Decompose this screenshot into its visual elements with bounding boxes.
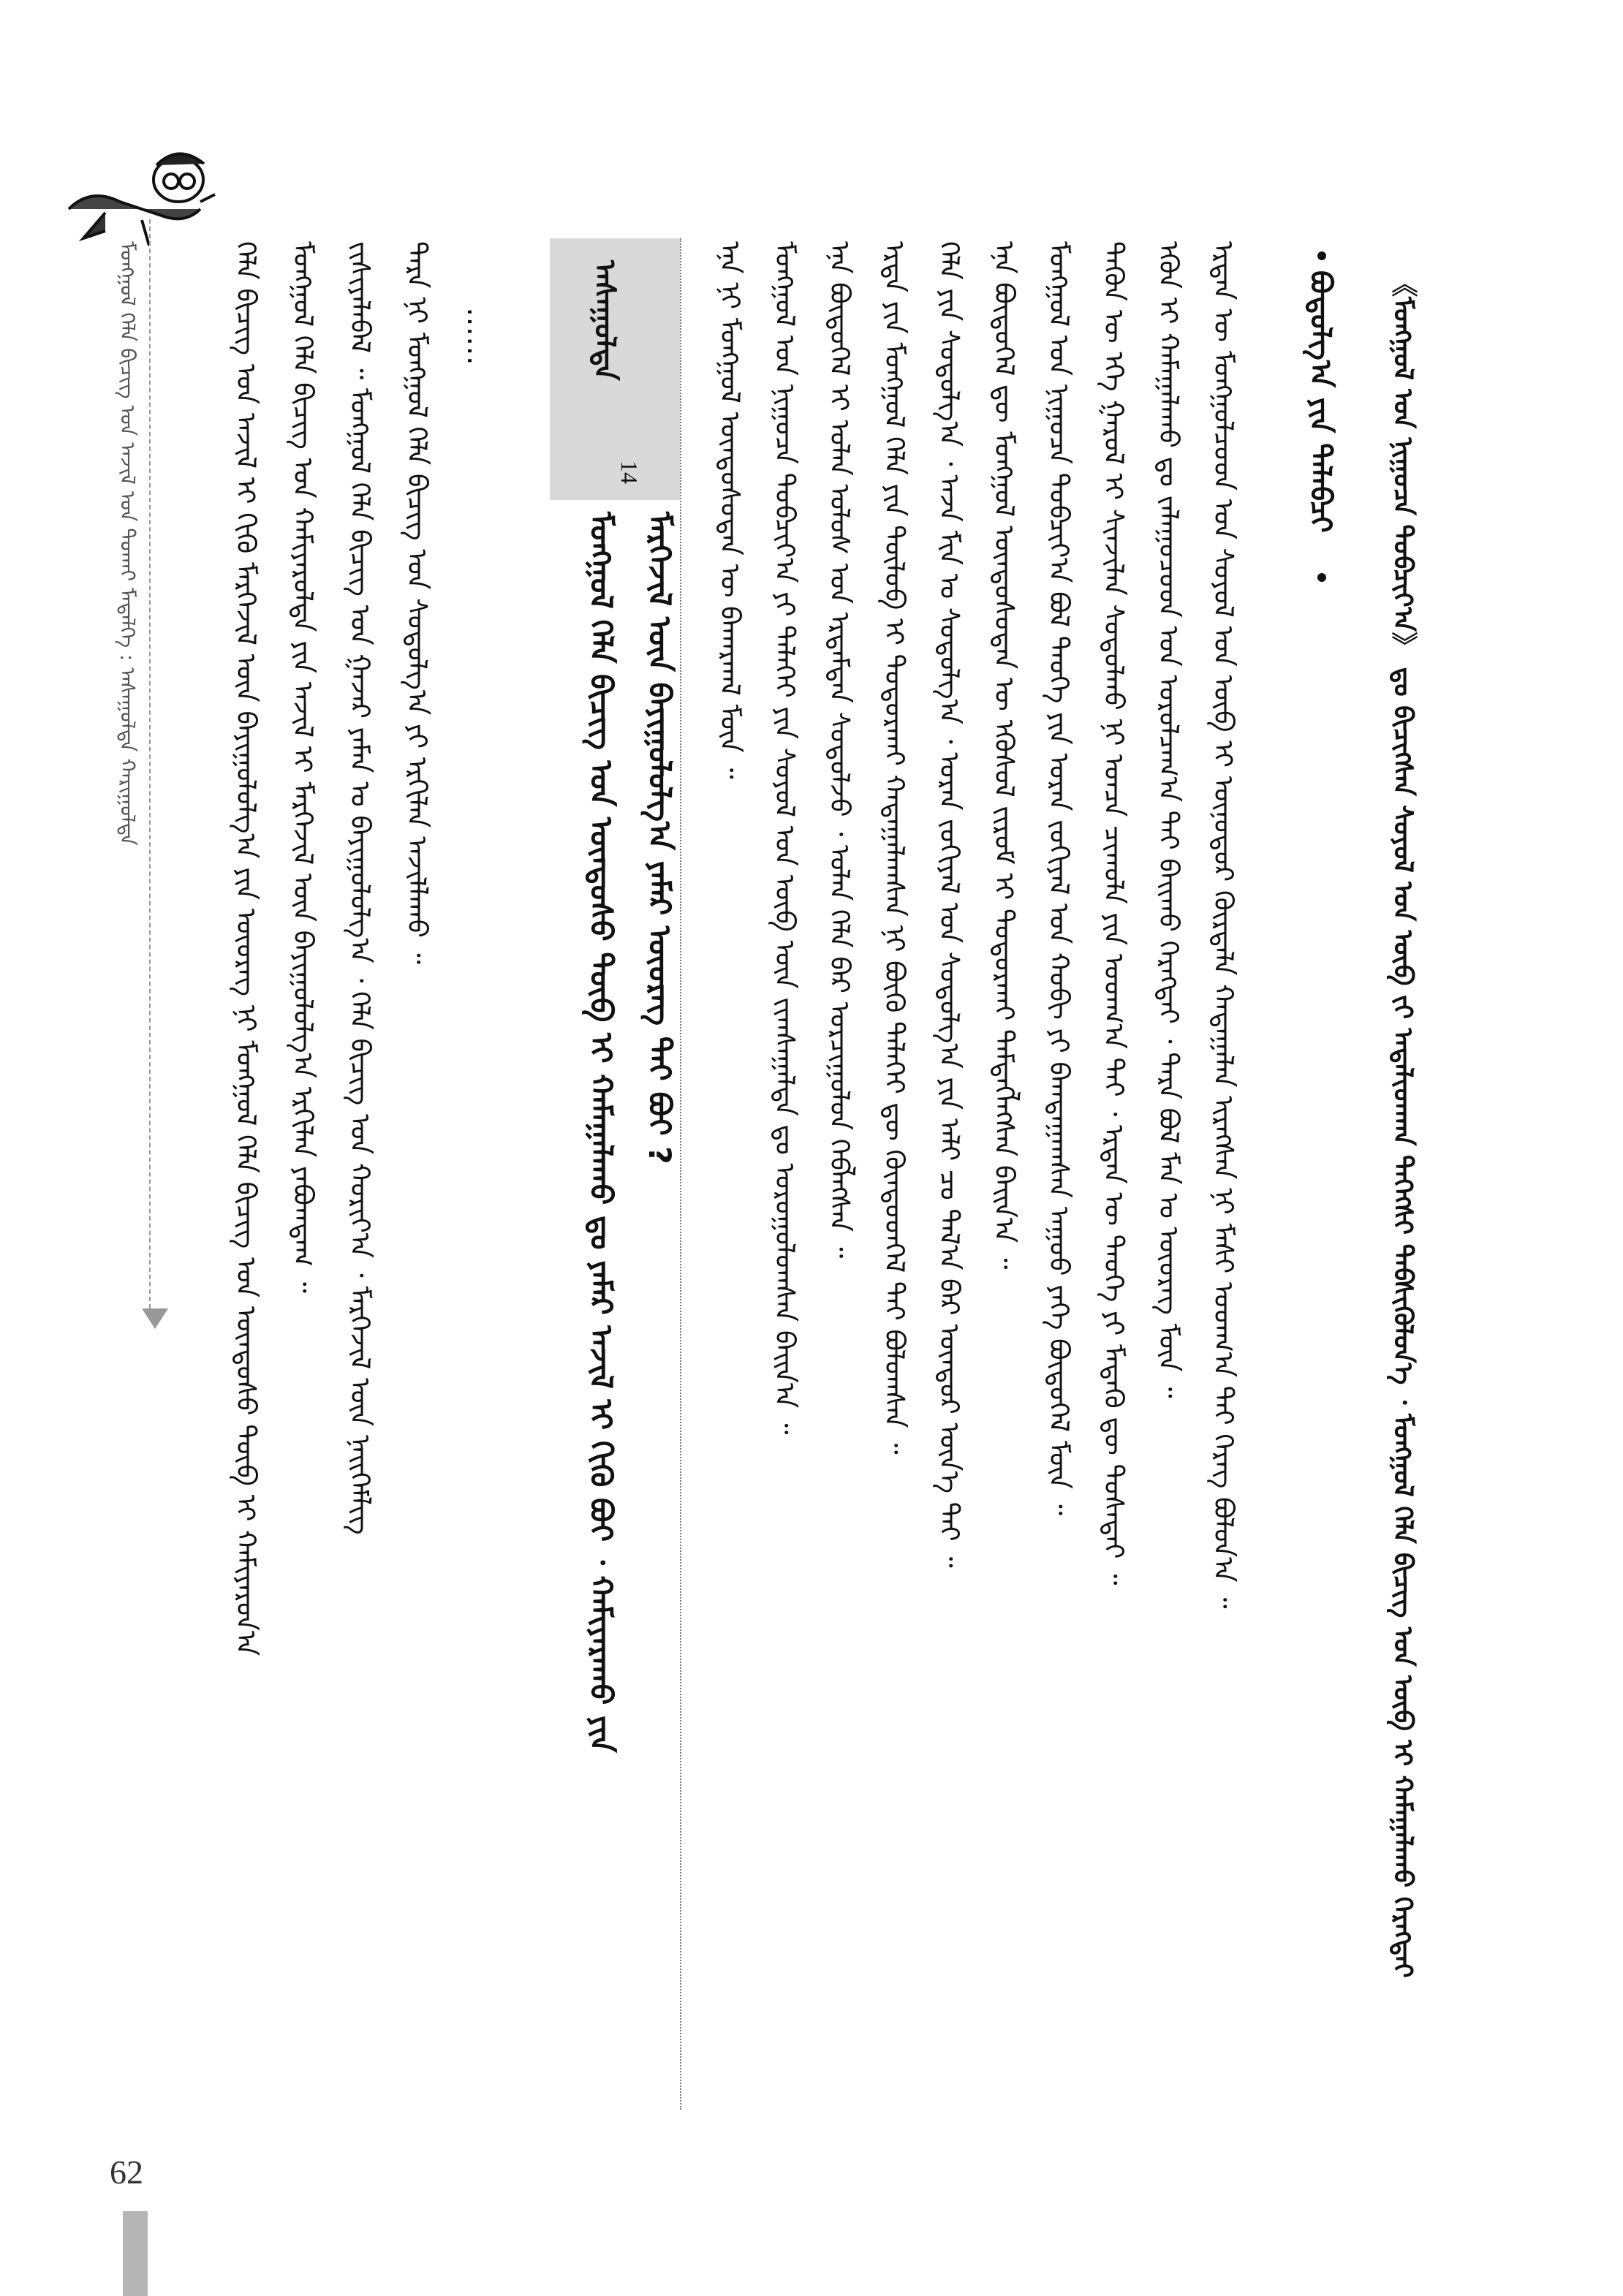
answer-column: ᠮᠣᠩᠭᠣᠯ ᠬᠡᠯᠡ ᠪᠢᠴᠢᠭ ᠤᠨ ᠬᠠᠮᠢᠶᠠᠷᠤᠯᠲᠠ ᠶᠢᠨ ᠠᠵᠢᠯ ᠢ ᠮᠡᠷᠭᠡᠵᠢᠯ ᠦᠨ ᠪᠠᠶᠢᠭᠤᠯᠤᠯᠭ᠎ᠠ ᠡᠷᠬᠢᠯᠡᠨ ᠶᠠᠪᠤᠭᠳᠠᠭ ᠃ [287, 241, 319, 1293]
running-footer: ᠮᠣᠩᠭᠣᠯ ᠬᠡᠯᠡ ᠪᠢᠴᠢᠭ ᠤᠨ ᠠᠵᠢᠯ ᠤᠨ ᠲᠤᠬᠠᠢ ᠮᠡᠳᠡᠯᠭᠡ : ᠠᠰᠠᠭᠤᠯᠲᠠ ᠬᠠᠷᠢᠭᠤᠯᠲᠠ [116, 241, 140, 846]
heading-bullet-icon [1317, 573, 1326, 582]
body-column: ᠡᠷᠲᠡᠨ ᠦ ᠮᠣᠩᠭᠣᠯᠴᠤᠳ ᠤᠨ ᠰᠣᠶᠣᠯ ᠤᠨ ᠥᠪ ᠢ ᠥᠨᠥᠳᠥᠷ ᠬᠦᠷᠲᠡᠯᠡ ᠬᠠᠳᠠᠭᠠᠯᠠᠨ ᠢᠷᠡᠭᠰᠡᠨ ᠨᠢ ᠮᠠᠰᠢ ᠤᠳᠬ᠎ᠠ ᠲᠡᠢ ᠬᠡᠷᠡᠭ ᠪᠣᠯᠤᠨ᠎ᠠ ᠃ [1208, 241, 1239, 1609]
body-column: ᠡᠭᠦᠨ ᠢ ᠬᠠᠮᠠᠭᠠᠯᠠᠬᠤ ᠳᠤ ᠵᠠᠯᠠᠭᠤᠴᠤᠳ ᠤᠨ ᠣᠷᠣᠯᠴᠠᠭ᠎ᠠ ᠲᠠᠢ ᠪᠠᠢᠬᠤ ᠬᠡᠷᠡᠭᠲᠡᠢ ᠂ ᠲᠡᠷᠡ ᠪᠣᠯ ᠮᠠᠨ ᠤ ᠦᠦᠷᠡᠭ ᠮᠥᠨ ᠃ [1153, 241, 1184, 1398]
page-thumb-bar [123, 2211, 148, 2296]
question-label-box [550, 238, 680, 500]
answer-column: ᠲᠡᠷᠡ ᠨᠢ ᠮᠣᠩᠭᠣᠯ ᠬᠡᠯᠡ ᠪᠢᠴᠢᠭ ᠤᠨ ᠰᠤᠳᠤᠯᠭ᠎ᠠ ᠶᠢ ᠡᠷᠬᠢᠯᠡᠨ ᠠᠵᠢᠯᠯᠠᠬᠤ ᠃ [401, 241, 433, 965]
ellipsis: …… [461, 307, 494, 365]
cartoon-boy-illustration [61, 129, 222, 253]
body-column: ᠲᠡᠭᠦᠨ ᠦ ᠡᠬᠡ ᠭᠠᠷᠤᠯ ᠢ ᠰᠢᠨᠵᠢᠯᠡᠨ ᠰᠤᠳᠤᠯᠬᠤ ᠨᠢ ᠣᠨᠴᠠ ᠴᠢᠬᠤᠯᠠ ᠶᠢᠨ ᠤᠳᠬ᠎ᠠ ᠲᠠᠢ ᠂ ᠡᠷᠲᠡᠨ ᠦ ᠲᠡᠦᠬᠡ ᠶᠢ ᠮᠡᠳᠡᠬᠦ ᠳᠦ ᠲᠤᠰᠠᠲᠠᠢ ᠃ [1098, 241, 1130, 1585]
footer-divider [149, 219, 151, 1316]
body-column: ᠡᠷᠲᠡ ᠶᠢᠨ ᠮᠣᠩᠭᠣᠯ ᠬᠡᠯᠡ ᠶᠢᠨ ᠲᠥᠯᠦᠪ ᠢ ᠲᠣᠳᠣᠷᠬᠠᠢ ᠬᠠᠳᠠᠭᠠᠯᠠᠭᠰᠠᠨ ᠨᠢ ᠪᠦᠬᠦ ᠳᠡᠯᠡᠬᠡᠢ ᠳᠦ ᠬᠦᠨᠳᠦᠳᠬᠡᠯ ᠲᠡᠢ ᠪᠣᠯᠤᠭᠰᠠᠨ ᠃ [879, 241, 910, 1455]
body-column: ᠬᠡᠯᠡ ᠶᠢᠨ ᠰᠤᠳᠤᠯᠭ᠎ᠠ ᠂ ᠠᠵᠠ ᠮᠢᠨ ᠤ ᠰᠤᠳᠤᠯᠭ᠎ᠠ ᠂ ᠤᠷᠠᠨ ᠵᠣᠬᠢᠶᠠᠯ ᠤᠨ ᠰᠤᠳᠤᠯᠭ᠎ᠠ ᠶᠢᠨ ᠠᠯᠢ ᠴᠤ ᠲᠠᠯ᠎ᠠ ᠪᠠᠷ ᠥᠨᠳᠥᠷ ᠦᠨ᠎ᠡ ᠲᠠᠢ ᠃ [934, 241, 965, 1568]
question-text-line-2: ᠮᠡᠷᠭᠡᠵᠢᠯ ᠦᠨ ᠪᠠᠶᠢᠭᠤᠯᠤᠯᠭ᠎ᠠ ᠶᠠᠮᠠᠷ ᠦᠦᠷᠡᠭ ᠲᠠᠢ ᠪᠤᠢ ? [642, 512, 678, 1164]
triangle-marker-icon [142, 1308, 168, 1329]
section-heading: ᠪᠤᠳᠤᠯᠭ᠎ᠠ ᠶᠢᠨ ᠳᠠᠯᠠᠪᠴᠢ [1304, 270, 1337, 533]
header-line: 《ᠮᠣᠩᠭᠣᠯ ᠤᠨ ᠨᠢᠭᠤᠴᠠ ᠲᠣᠪᠴᠢᠶ᠎ᠠ》 ᠳᠤ ᠪᠢᠴᠢᠭᠰᠡᠨ ᠰᠣᠶᠣᠯ ᠤᠨ ᠥᠪ ᠵᠢ ᠠᠳᠠᠯᠢᠳᠬᠠᠨ ᠳᠡᠭᠡᠭᠰᠢ ᠳᠡᠪᠰᠢᠭᠦᠯᠦᠨ᠎ᠡ ᠂ ᠮᠣᠩᠭᠣᠯ ᠬᠡᠯᠡ ᠪᠢᠴᠢᠭ ᠤᠨ ᠥᠪ ᠢ ᠬᠠᠮᠠᠭᠠᠯᠠᠬᠤ ᠬᠡᠷᠡᠭᠲᠡᠢ [1388, 270, 1418, 1978]
answer-column: ᠵᠢᠱᠢᠶᠡᠯᠡᠪᠡᠯ ᠃ ᠮᠣᠩᠭᠣᠯ ᠬᠡᠯᠡ ᠪᠢᠴᠢᠭ ᠤᠨ ᠭᠠᠵᠠᠷ ᠶᠠᠮᠠᠨ ᠤ ᠪᠠᠶᠢᠭᠤᠯᠤᠯᠭ᠎ᠠ ᠂ ᠬᠡᠯᠡ ᠪᠢᠴᠢᠭ ᠤᠨ ᠬᠤᠷᠢᠶ᠎ᠠ ᠂ ᠮᠡᠷᠭᠡᠵᠢᠯ ᠦᠨ ᠨᠡᠢᠭᠡᠮᠯᠢᠭ [344, 241, 376, 1535]
question-label: ᠠᠰᠠᠭᠤᠯᠲᠠ [588, 260, 621, 381]
body-column: ᠡᠨᠡ ᠪᠦᠲᠦᠭᠡᠯ ᠳᠦ ᠮᠣᠩᠭᠣᠯ ᠦᠨᠳᠦᠰᠦᠲᠡᠨ ᠦ ᠡᠭᠦᠰᠦᠯ ᠵᠢᠷᠤᠮ ᠢ ᠲᠣᠳᠣᠷᠬᠠᠢ ᠲᠡᠮᠳᠡᠭᠯᠡᠭᠰᠡᠨ ᠪᠠᠢᠨ᠎ᠠ ᠃ [988, 241, 1020, 1270]
answer-column: ᠬᠡᠯᠡ ᠪᠢᠴᠢᠭ ᠤᠨ ᠠᠵᠢᠯ ᠢ ᠬᠢᠬᠦ ᠮᠡᠷᠭᠡᠵᠢᠯ ᠦᠨ ᠪᠠᠶᠢᠭᠤᠯᠤᠯᠭ᠎ᠠ ᠶᠢᠨ ᠦᠦᠷᠡᠭ ᠨᠢ ᠮᠣᠩᠭᠣᠯ ᠬᠡᠯᠡ ᠪᠢᠴᠢᠭ ᠤᠨ ᠦᠨᠳᠦᠰᠦ ᠲᠥᠪ ᠢ ᠬᠠᠮᠢᠶᠠᠷᠤᠨ᠎ᠠ [230, 241, 262, 1656]
question-text-line-1: ᠮᠣᠩᠭᠣᠯ ᠬᠡᠯᠡ ᠪᠢᠴᠢᠭ ᠤᠨ ᠦᠨᠳᠦᠰᠦ ᠲᠥᠪ ᠢ ᠬᠠᠮᠠᠭᠠᠯᠠᠬᠤ ᠳᠤ ᠶᠠᠮᠠᠷ ᠠᠵᠢᠯ ᠢ ᠬᠢᠬᠦ ᠪᠤᠢ ᠂ ᠬᠠᠮᠢᠶᠠᠷᠠᠬᠤ ᠶᠢᠨ [583, 512, 619, 1753]
body-column: ᠡᠨᠡ ᠨᠢ ᠮᠣᠩᠭᠣᠯ ᠦᠨᠳᠦᠰᠦᠲᠡᠨ ᠦ ᠪᠠᠬᠠᠷᠬᠠᠯ ᠮᠥᠨ ᠃ [714, 241, 746, 779]
body-column: ᠡᠨᠡ ᠪᠦᠲᠦᠭᠡᠯ ᠢ ᠣᠯᠠᠨ ᠤᠯᠤᠰ ᠤᠨ ᠡᠷᠳᠡᠮᠲᠡᠨ ᠰᠤᠳᠤᠯᠵᠤ ᠂ ᠣᠯᠠᠨ ᠬᠡᠯᠡ ᠪᠡᠷ ᠣᠷᠴᠢᠭᠤᠯᠤᠨ ᠬᠡᠪᠯᠡᠭᠰᠡᠨ ᠃ [824, 241, 855, 1259]
body-column: ᠮᠣᠩᠭᠣᠯ ᠤᠨ ᠨᠢᠭᠤᠴᠠ ᠲᠣᠪᠴᠢᠶ᠎ᠠ ᠪᠣᠯ ᠲᠡᠦᠬᠡ ᠶᠢᠨ ᠤᠷᠠᠨ ᠵᠣᠬᠢᠶᠠᠯ ᠤᠨ ᠬᠤᠪᠢ ᠶᠢ ᠪᠠᠭᠲᠠᠭᠠᠭᠰᠠᠨ ᠠᠭᠤᠤ ᠶᠡᠬᠡ ᠪᠦᠲᠦᠭᠡᠯ ᠮᠥᠨ ᠃ [1043, 241, 1075, 1516]
body-column: ᠮᠣᠩᠭᠣᠯ ᠤᠨ ᠨᠢᠭᠤᠴᠠ ᠲᠣᠪᠴᠢᠶ᠎ᠠ ᠶᠢ ᠳᠡᠯᠡᠬᠡᠢ ᠶᠢᠨ ᠰᠣᠶᠣᠯ ᠤᠨ ᠥᠪ ᠦᠨ ᠵᠢᠭᠰᠠᠭᠠᠯᠲᠠ ᠳᠤ ᠣᠷᠣᠭᠤᠯᠤᠭᠰᠠᠨ ᠪᠠᠢᠨ᠎ᠠ ᠃ [769, 241, 801, 1435]
heading-bullet-icon [1317, 251, 1326, 260]
section-divider [680, 238, 681, 2110]
question-number: 14 [616, 461, 643, 484]
page-number: 62 [110, 2153, 143, 2191]
